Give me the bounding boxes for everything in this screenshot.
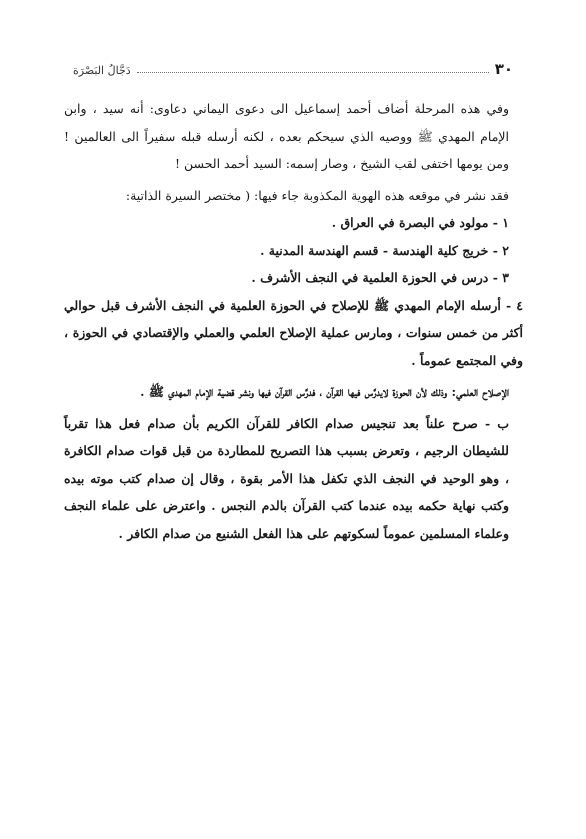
paragraph: وفي هذه المرحلة أضاف أحمد إسماعيل الى دعوى اليماني دعاوى: أنه سيد ، وابن الإمام المهدي ﷺ ووصيه الذي سيحكم بعده ، لكنه أرسله قبله سفيراً الى العالمين ! ومن يومها اختفى لقب الشيخ ، وصار إسمه: السيد أحمد الحسن ! xyxy=(64,101,509,171)
page-number: ٣٠ xyxy=(494,60,513,78)
running-title: دَجَّالُ البَصْرَة xyxy=(73,64,131,77)
paragraph: ب - صرح علناً بعد تنجيس صدام الكافر للقرآن الكريم بأن صدام فعل هذا تقرباً للشيطان الرجيم ، وتعرض بسبب هذا التصريح للمطاردة من قبل قوات صدام الكافرة ، وهو الوحيد في النجف الذي تكفل هذا الأمر بقوة ، وقال إن صدام كتب موته بيده وكتب نهاية حكمه بيده عندما كتب القرآن بالدم النجس . واعترض على علماء النجف وعلماء المسلمين عموماً لسكوتهم على هذا الفعل الشنيع من صدام الكافر . xyxy=(64,415,509,541)
page-body xyxy=(64,95,523,547)
paragraph: الإصلاح العلمي: وذلك لأن الحوزة لايدرَّس فيها القرآن ، فدرَّس القرآن فيها ونشر قضية الإمام المهدي ﷺ . xyxy=(140,384,509,399)
paragraph: ١ - مولود في البصرة في العراق . xyxy=(331,215,509,230)
header-dotted-rule xyxy=(137,72,489,73)
paragraph: فقد نشر في موقعه هذه الهوية المكذوبة جاء فيها: ( مختصر السيرة الذاتية: xyxy=(125,187,509,203)
paragraph: ٢ - خريج كلية الهندسة - قسم الهندسة المدنية . xyxy=(260,242,509,258)
paragraph: ٣ - درس في الحوزة العلمية في النجف الأشرف . xyxy=(251,270,509,285)
paragraph: ٤ - أرسله الإمام المهدي ﷺ للإصلاح في الحوزة العلمية في النجف الأشرف قبل حوالي أكثر من خمس سنوات ، ومارس عملية الإصلاح العلمي والعملي والإقتصادي في الحوزة ، وفي المجتمع عموماً . xyxy=(64,297,523,368)
page-header xyxy=(73,56,513,78)
